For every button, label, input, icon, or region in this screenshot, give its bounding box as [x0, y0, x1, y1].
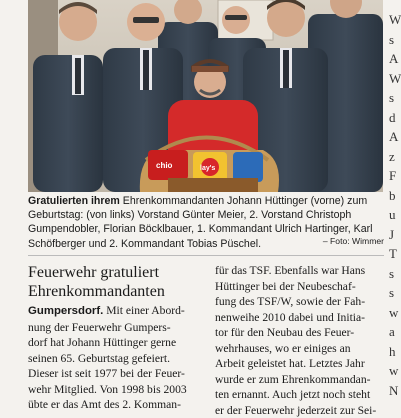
side-column-letter: W — [389, 71, 401, 87]
body-line: wehr Mitglied. Von 1998 bis 2003 — [28, 382, 208, 398]
side-column-letter: w — [389, 305, 398, 321]
adjacent-column-fragment — [388, 0, 400, 400]
article-column-2 — [215, 263, 383, 418]
side-column-letter: s — [389, 285, 394, 301]
side-column-letter: s — [389, 32, 394, 48]
side-column-letter: F — [389, 168, 396, 184]
side-column-letter: T — [389, 246, 397, 262]
side-column-letter: N — [389, 383, 398, 399]
side-column-letter: b — [389, 188, 396, 204]
body-line: seinen 65. Geburtstag gefeiert. — [28, 351, 208, 367]
chips-bag-label: chio — [156, 161, 173, 170]
side-column-letter: J — [389, 227, 394, 243]
dateline: Gumpersdorf. — [28, 305, 103, 317]
body-line: Arbeit geleistet hat. Letztes Jahr — [215, 356, 383, 372]
side-column-letter: z — [389, 149, 395, 165]
side-column-letter: W — [389, 12, 401, 28]
side-column-letter: s — [389, 90, 394, 106]
side-column-letter: d — [389, 110, 396, 126]
body-line-text: Mit einer Abord- — [103, 304, 184, 317]
body-line — [28, 303, 208, 320]
body-line: er der Feuerwehr jederzeit zur Sei- — [215, 403, 383, 418]
body-line: tor für den Neubau des Feuer- — [215, 325, 383, 341]
side-column-letter: u — [389, 207, 396, 223]
side-column-letter: a — [389, 324, 395, 340]
body-line: Hüttinger bei der Neubeschaf- — [215, 279, 383, 295]
body-line: für das TSF. Ebenfalls war Hans — [215, 263, 383, 279]
side-column-letter: h — [389, 344, 396, 360]
caption-lead: Gratulierten ihrem — [28, 195, 120, 207]
body-line: wehrhauses, wo er einiges an — [215, 341, 383, 357]
body-line: nenweihe 2010 dabei und Initia- — [215, 310, 383, 326]
body-line: fung des TSF/W, sowie der Fah- — [215, 294, 383, 310]
side-column-letter: A — [389, 51, 398, 67]
caption-text: Ehrenkommandanten Johann Hüttinger (vorne) zum Geburtstag: (von links) Vorstand Günter Meier, 2. Vorstand Christoph Gumpendobler, Florian Böcklbauer, 1. Kommandant Ulrich Hartinger, Karl Schöfberger und 2. Kommandant Tobias Püschel. — [28, 195, 372, 250]
body-line: dorf hat Johann Hüttinger gerne — [28, 335, 208, 351]
lays-bag-label: lay's — [200, 165, 215, 172]
group-photo — [28, 0, 383, 192]
side-column-letter: w — [389, 363, 398, 379]
body-line: nung der Feuerwehr Gumpers- — [28, 320, 208, 336]
body-line: wurde er zum Ehrenkommandan- — [215, 372, 383, 388]
side-column-letter: A — [389, 129, 398, 145]
body-line: ten ernannt. Auch jetzt noch steht — [215, 387, 383, 403]
body-line: Dieser ist seit 1977 bei der Feuer- — [28, 366, 208, 382]
body-line: übte er das Amt des 2. Komman- — [28, 397, 208, 413]
photo-credit: – Foto: Wimmer — [323, 236, 384, 246]
article-headline: Feuerwehr gratuliert Ehrenkommandanten — [28, 263, 198, 301]
article-column-1 — [28, 303, 208, 413]
side-column-letter: s — [389, 266, 394, 282]
divider — [28, 255, 384, 256]
